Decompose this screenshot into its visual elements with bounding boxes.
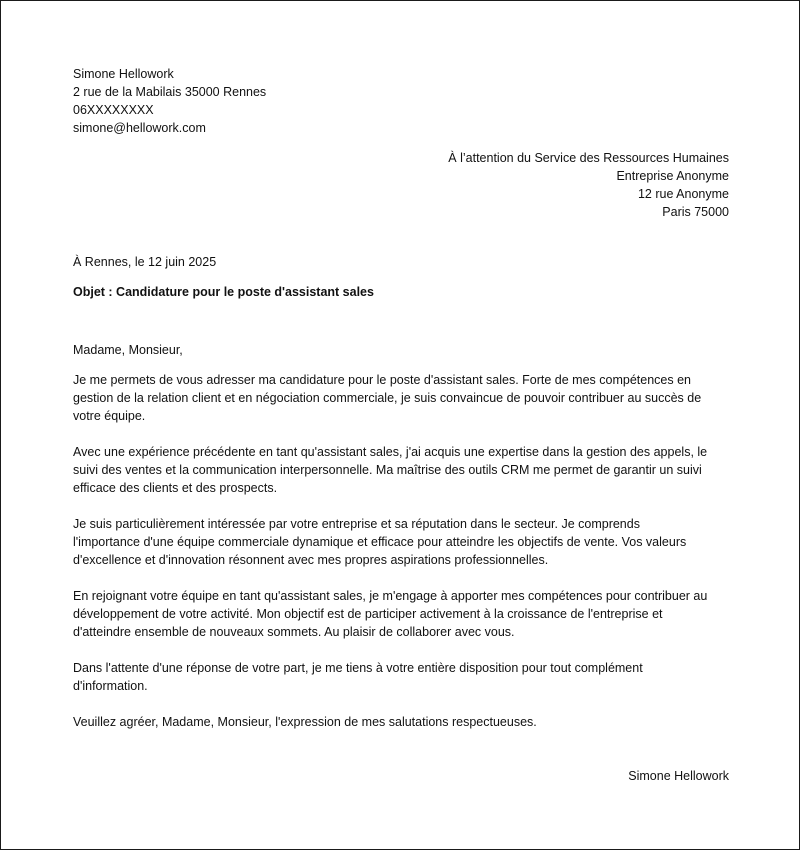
paragraph-line: gestion de la relation client et en négociation commerciale, je suis convaincue de pouvoir contribuer au succès de xyxy=(73,391,702,405)
paragraph-line: l'importance d'une équipe commerciale dynamique et efficace pour atteindre les objectifs de vente. Vos valeurs xyxy=(73,535,687,549)
body-paragraph-3 xyxy=(73,515,729,569)
paragraph-line: d'atteindre ensemble de nouveaux sommets. Au plaisir de collaborer avec vous. xyxy=(73,625,515,639)
body-paragraph-1 xyxy=(73,371,729,425)
recipient-street: 12 rue Anonyme xyxy=(637,187,729,201)
paragraph-line: d'excellence et d'innovation résonnent avec mes propres aspirations professionnelles. xyxy=(73,553,549,567)
paragraph-line: En rejoignant votre équipe en tant qu'assistant sales, je m'engage à apporter mes compétences pour contribuer au xyxy=(73,589,708,603)
paragraph-line: votre équipe. xyxy=(73,409,146,423)
paragraph-line: Je suis particulièrement intéressée par votre entreprise et sa réputation dans le secteur. Je comprends xyxy=(73,517,640,531)
recipient-attention: À l’attention du Service des Ressources Humaines xyxy=(448,151,729,165)
body-paragraph-5 xyxy=(73,659,729,695)
paragraph-line: Dans l'attente d'une réponse de votre part, je me tiens à votre entière disposition pour tout complément xyxy=(73,661,643,675)
letter-closing: Veuillez agréer, Madame, Monsieur, l'expression de mes salutations respectueuses. xyxy=(73,715,537,729)
body-paragraph-2 xyxy=(73,443,729,497)
letter-signature: Simone Hellowork xyxy=(628,769,729,783)
paragraph-line: développement de votre activité. Mon objectif est de participer activement à la croissance de l'entreprise et xyxy=(73,607,663,621)
sender-name: Simone Hellowork xyxy=(73,67,174,81)
recipient-city: Paris 75000 xyxy=(662,205,729,219)
paragraph-line: efficace des clients et des prospects. xyxy=(73,481,278,495)
sender-phone: 06XXXXXXXX xyxy=(73,103,154,117)
letter-date: À Rennes, le 12 juin 2025 xyxy=(73,255,217,269)
paragraph-line: d'information. xyxy=(73,679,148,693)
paragraph-line: suivi des ventes et la communication interpersonnelle. Ma maîtrise des outils CRM me permet de garantir un suivi xyxy=(73,463,702,477)
recipient-company: Entreprise Anonyme xyxy=(616,169,729,183)
letter-subject: Objet : Candidature pour le poste d'assistant sales xyxy=(73,285,374,299)
sender-block xyxy=(73,65,729,137)
recipient-block xyxy=(73,149,729,221)
paragraph-line: Avec une expérience précédente en tant qu'assistant sales, j'ai acquis une expertise dans la gestion des appels, le xyxy=(73,445,708,459)
letter-salutation: Madame, Monsieur, xyxy=(73,343,183,357)
sender-address: 2 rue de la Mabilais 35000 Rennes xyxy=(73,85,267,99)
paragraph-line: Je me permets de vous adresser ma candidature pour le poste d'assistant sales. Forte de mes compétences en xyxy=(73,373,691,387)
sender-email: simone@hellowork.com xyxy=(73,121,206,135)
body-paragraph-4 xyxy=(73,587,729,641)
